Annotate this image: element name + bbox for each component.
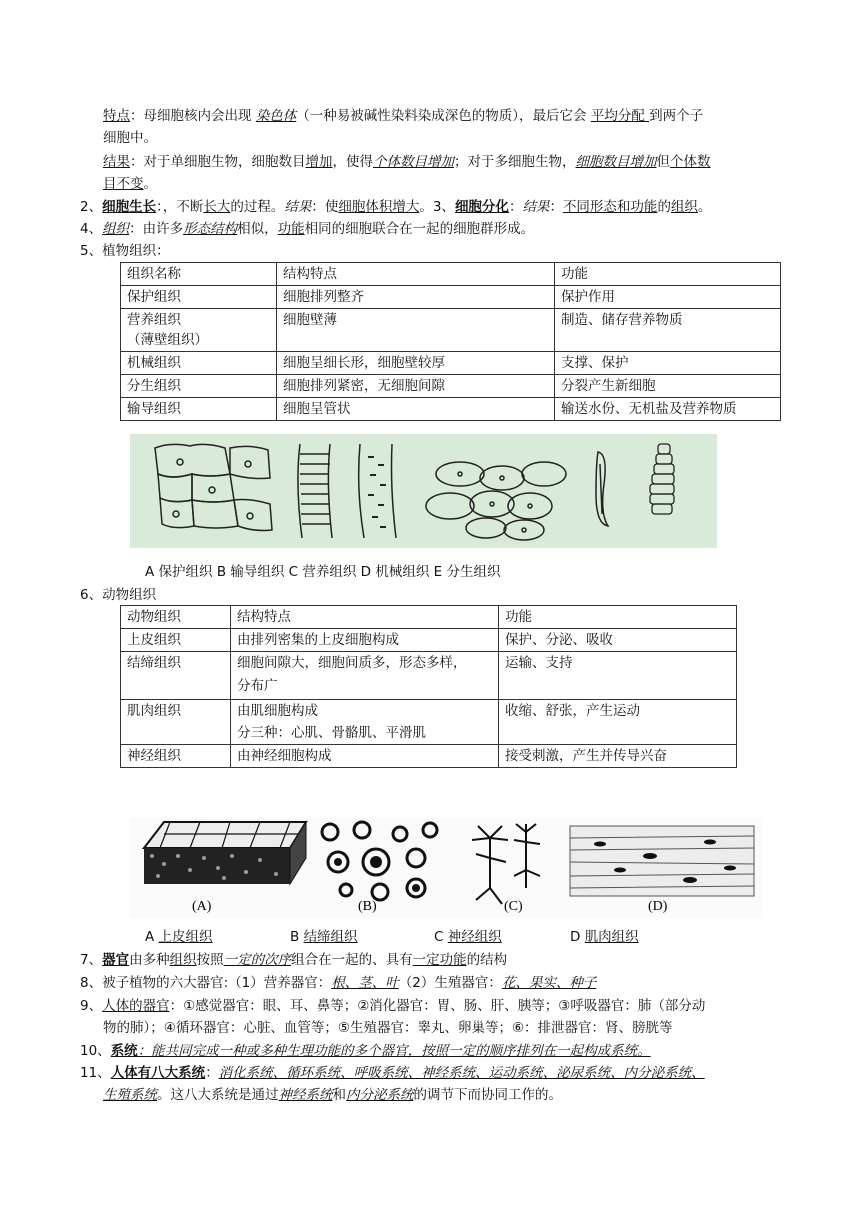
term: 长大 <box>203 199 231 215</box>
term: 组织 <box>670 199 698 215</box>
caption-text: 结缔组织 <box>303 929 358 945</box>
text: 。这八大系统是通过 <box>157 1087 279 1103</box>
table-row <box>121 398 781 421</box>
text: 到两个子 <box>649 108 704 124</box>
letter: D <box>570 929 585 945</box>
table-header-row <box>121 263 781 286</box>
header-cell: 组织名称 <box>121 263 277 286</box>
animal-tissue-figure <box>130 818 762 918</box>
text: ：①感觉器官：眼、耳、鼻等；②消化器官：胃、肠、肝、胰等；③呼吸器官：肺（部分动 <box>169 998 706 1014</box>
term: 个体数 <box>670 154 711 170</box>
cell: 神经组织 <box>121 745 231 768</box>
term: 组织 <box>169 952 197 968</box>
text: ，使得 <box>332 154 373 170</box>
term: 不同形态和功能 <box>562 199 658 215</box>
term: 根、茎、叶 <box>331 975 399 991</box>
feature-label: 特点 <box>103 108 130 124</box>
cell: 支撑、保护 <box>555 352 781 375</box>
text: 。 <box>143 176 157 192</box>
cell: 细胞排列紧密，无细胞间隙 <box>277 375 555 398</box>
result-label: 结果 <box>103 154 130 170</box>
text: ： <box>508 199 523 215</box>
figure-background <box>130 434 717 548</box>
cell <box>231 700 499 745</box>
num: 9、 <box>80 998 103 1014</box>
cell: 结缔组织 <box>121 652 231 700</box>
cell: 上皮组织 <box>121 629 231 652</box>
cell: 制造、储存营养物质 <box>555 309 781 352</box>
text: （一种易被碱性染料染成深色的物质），最后它会 <box>296 108 591 124</box>
term: 人体的器官 <box>102 998 170 1014</box>
text: 但 <box>656 154 670 170</box>
num: 4、 <box>80 221 103 237</box>
animal-caption-a <box>145 927 213 947</box>
table-row <box>121 309 781 352</box>
text: 的 <box>657 199 671 215</box>
cell: 接受刺激，产生并传导兴奋 <box>499 745 737 768</box>
term: 细胞数目增加 <box>575 154 657 170</box>
text: 。 <box>697 199 712 215</box>
epithelial-tissue-drawing <box>144 822 306 884</box>
cell <box>121 309 277 352</box>
cell: 运输、支持 <box>499 652 737 700</box>
cell-subtext: （薄壁组织） <box>127 332 208 348</box>
text: ：对于单细胞生物，细胞数目 <box>130 154 306 170</box>
term: 神经系统 <box>278 1087 333 1103</box>
text: ：母细胞核内会出现 <box>130 108 256 124</box>
fig-label-c: (C) <box>504 899 523 914</box>
cell: 分生组织 <box>121 375 277 398</box>
term: 一定功能 <box>412 952 467 968</box>
header-cell: 结构特点 <box>277 263 555 286</box>
item-6: 6、动物组织 <box>80 587 157 603</box>
term: 细胞体积增大 <box>338 199 420 215</box>
text: ：由许多 <box>129 221 184 237</box>
feature-line-2 <box>103 128 157 148</box>
plant-figure-caption: A 保护组织 B 输导组织 C 营养组织 D 机械组织 E 分生组织 <box>145 564 501 580</box>
num: 7、 <box>80 952 103 968</box>
result-line-2 <box>103 174 157 194</box>
cell: 保护、分泌、吸收 <box>499 629 737 652</box>
cell: 细胞排列整齐 <box>277 286 555 309</box>
text: 由多种 <box>129 952 170 968</box>
term: 人体有八大系统 <box>110 1065 206 1081</box>
cell: 分裂产生新细胞 <box>555 375 781 398</box>
table-row <box>121 629 737 652</box>
cell: 收缩、舒张，产生运动 <box>499 700 737 745</box>
cell: 输送水份、无机盐及营养物质 <box>555 398 781 421</box>
fig-label-d: (D) <box>648 899 668 914</box>
text: ：能共同完成一种或多种生理功能的多个器官，按照一定的顺序排列在一起构成系统。 <box>137 1043 651 1059</box>
fig-label-a: (A) <box>192 899 212 914</box>
term: 组织 <box>102 221 130 237</box>
text: ： <box>549 199 563 215</box>
caption-text: 上皮组织 <box>158 929 213 945</box>
item-9 <box>80 996 705 1016</box>
letter: A <box>145 929 159 945</box>
cell-text: 营养组织 <box>127 312 181 328</box>
cell: 保护作用 <box>555 286 781 309</box>
term: 生殖系统 <box>103 1087 157 1103</box>
text: ；对于多细胞生物， <box>454 154 576 170</box>
cell: 由神经细胞构成 <box>231 745 499 768</box>
animal-caption-b <box>290 927 358 947</box>
term: 目不变 <box>103 176 144 192</box>
item-11 <box>80 1063 705 1083</box>
text: （2）生殖器官： <box>398 975 502 991</box>
text: 。3、 <box>419 199 455 215</box>
term: 一定的次序 <box>223 952 292 968</box>
text: ：使 <box>311 199 339 215</box>
cell: 细胞呈管状 <box>277 398 555 421</box>
table-row <box>121 286 781 309</box>
plant-tissue-figure <box>130 434 717 548</box>
item-11-line-2 <box>103 1085 562 1105</box>
muscle-tissue-drawing <box>570 826 754 896</box>
item-8 <box>80 973 596 993</box>
text: 和 <box>332 1087 346 1103</box>
text: 消化系统、循环系统、呼吸系统、神经系统、运动系统、泌尿系统、内分泌系统、 <box>218 1065 705 1081</box>
cell-text: 细胞间隙大，细胞间质多，形态多样， <box>237 655 467 671</box>
cell: 保护组织 <box>121 286 277 309</box>
item-9-line-2: 物的肺）；④循环器官：心脏、血管等；⑤生殖器官：睾丸、卵巢等；⑥：排泄器官：肾、膀胱等 <box>103 1020 673 1036</box>
text: 组合在一起的、具有 <box>291 952 413 968</box>
table-header-row <box>121 606 737 629</box>
item-10 <box>80 1041 651 1061</box>
table-row <box>121 352 781 375</box>
text: ： <box>205 1065 219 1081</box>
term: 功能 <box>277 221 305 237</box>
cell: 肌肉组织 <box>121 700 231 745</box>
term: 结果 <box>522 199 550 215</box>
text: 8、被子植物的六大器官:（1）营养器官： <box>80 975 332 991</box>
term: 系统 <box>110 1043 138 1059</box>
term: 细胞分化 <box>454 199 509 215</box>
term: 个体数目增加 <box>373 154 454 170</box>
animal-caption-c <box>434 927 502 947</box>
cell: 细胞呈细长形，细胞壁较厚 <box>277 352 555 375</box>
text: 的结构 <box>466 952 508 968</box>
item-4 <box>80 219 534 239</box>
num: 2、 <box>80 199 103 215</box>
text: 相似， <box>237 221 278 237</box>
feature-line <box>103 106 703 126</box>
cell: 机械组织 <box>121 352 277 375</box>
animal-tissue-table <box>120 605 737 768</box>
text: 按照 <box>196 952 224 968</box>
cell-text: 由肌细胞构成 <box>237 703 318 719</box>
item-5: 5、植物组织： <box>80 243 170 259</box>
term: 器官 <box>102 952 130 968</box>
item-2 <box>80 197 711 217</box>
term: 内分泌系统 <box>346 1087 414 1103</box>
text: 细胞中。 <box>103 130 157 146</box>
table-row <box>121 745 737 768</box>
header-cell: 功能 <box>499 606 737 629</box>
letter: B <box>290 929 304 945</box>
text: ：，不断 <box>156 199 204 215</box>
caption-text: 神经组织 <box>447 929 502 945</box>
text: 相同的细胞联合在一起的细胞群形成。 <box>304 221 535 237</box>
even-term: 平均分配 <box>590 108 650 124</box>
term: 结果 <box>284 199 312 215</box>
term: 细胞生长 <box>102 199 157 215</box>
item-7 <box>80 950 507 970</box>
result-line <box>103 152 711 172</box>
text: 的过程。 <box>230 199 285 215</box>
cell <box>231 652 499 700</box>
text: 的调节下而协同工作的。 <box>413 1087 562 1103</box>
cell-text: 分布广 <box>237 678 278 694</box>
table-row <box>121 652 737 700</box>
animal-caption-d <box>570 927 639 947</box>
table-row <box>121 700 737 745</box>
header-cell: 功能 <box>555 263 781 286</box>
term: 形态结构 <box>183 221 238 237</box>
caption-text: 肌肉组织 <box>584 929 639 945</box>
table-row <box>121 375 781 398</box>
cell: 由排列密集的上皮细胞构成 <box>231 629 499 652</box>
cell: 细胞壁薄 <box>277 309 555 352</box>
term: 花、果实、种子 <box>501 975 597 991</box>
header-cell: 动物组织 <box>121 606 231 629</box>
num: 10、 <box>80 1043 111 1059</box>
plant-tissue-table <box>120 262 781 421</box>
cell: 输导组织 <box>121 398 277 421</box>
chromosome-term: 染色体 <box>255 108 297 124</box>
cell-text: 分三种：心肌、骨骼肌、平滑肌 <box>237 725 426 741</box>
letter: C <box>434 929 448 945</box>
header-cell: 结构特点 <box>231 606 499 629</box>
term: 增加 <box>305 154 333 170</box>
fig-label-b: (B) <box>358 899 377 914</box>
num: 11、 <box>80 1065 111 1081</box>
